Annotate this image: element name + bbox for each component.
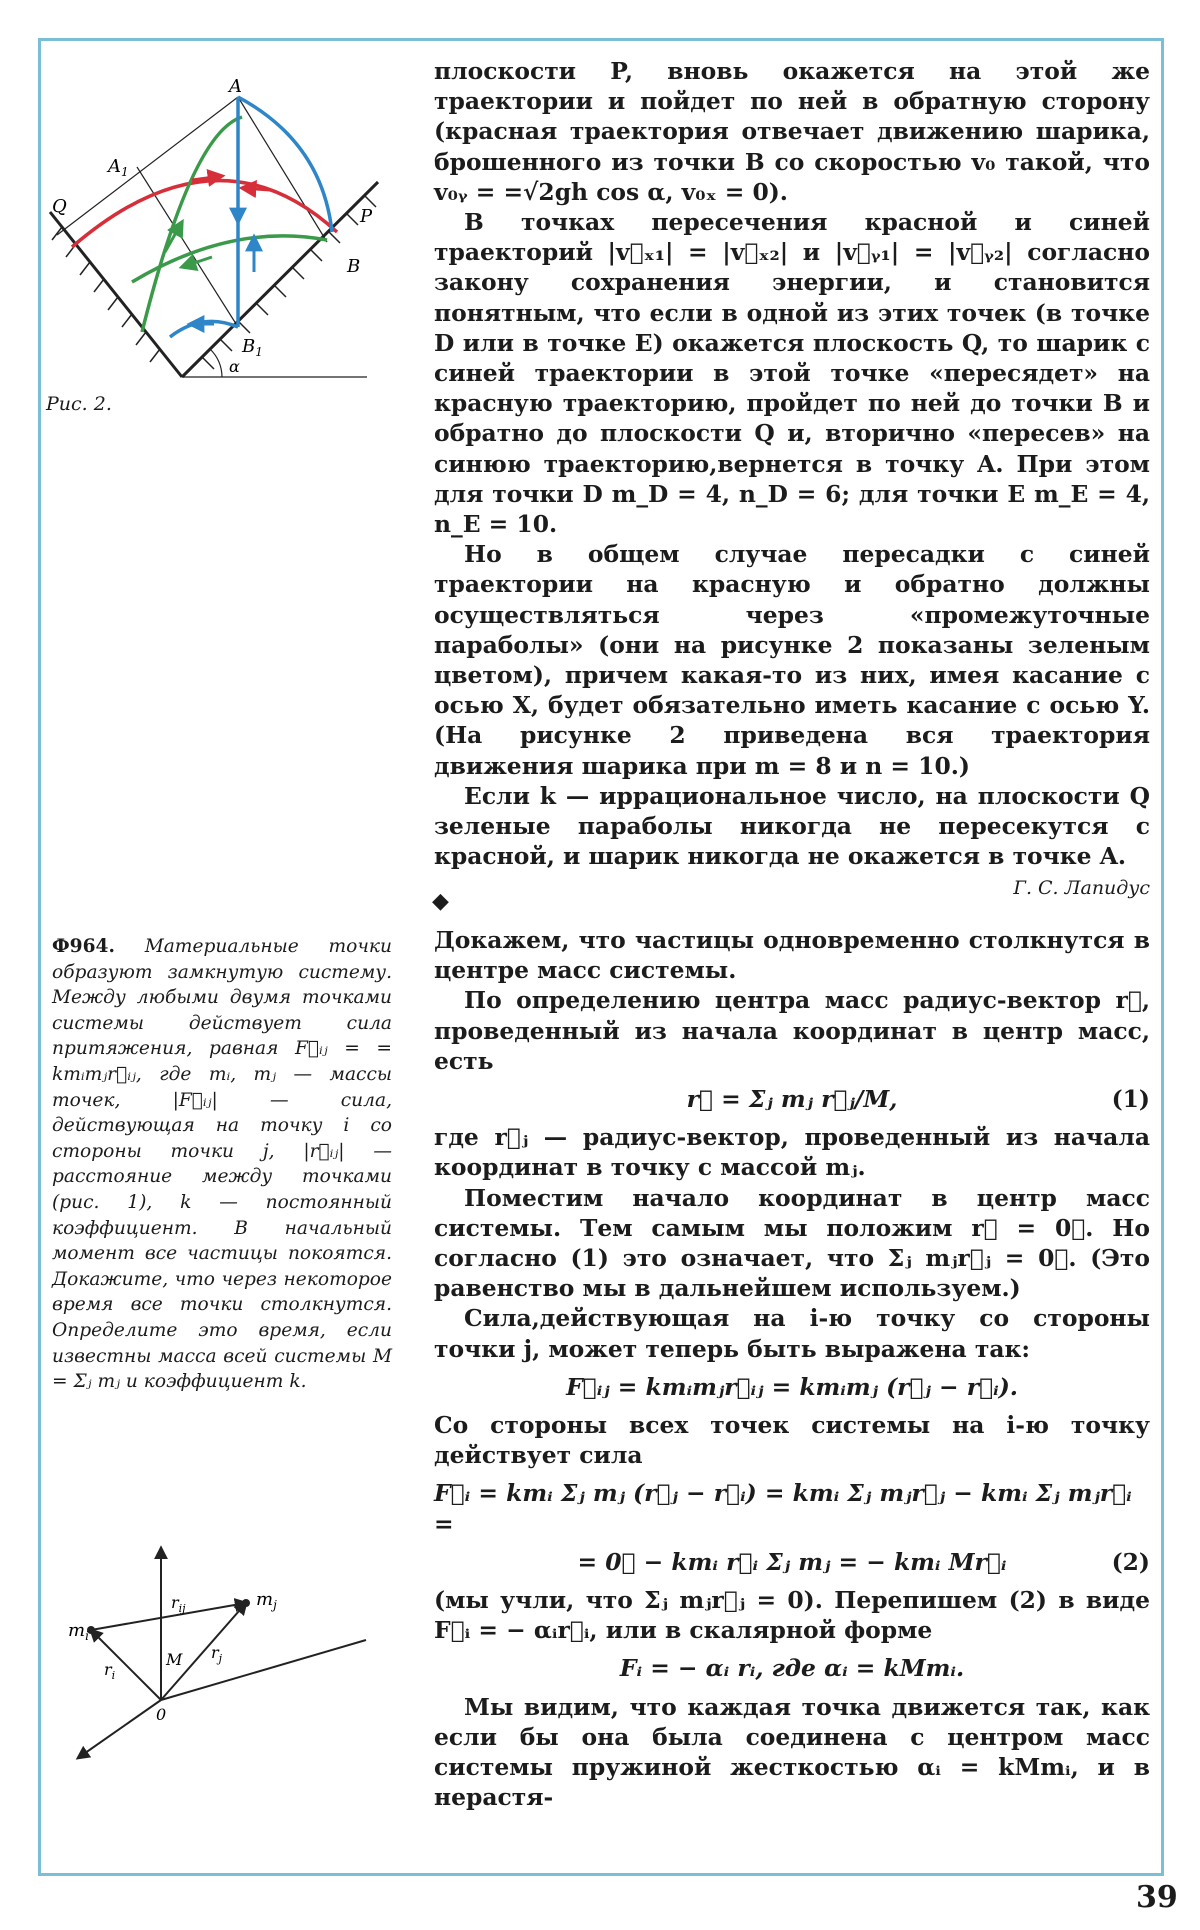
label-o: 0 [156, 1705, 167, 1724]
formula-5: Fᵢ = − αᵢ rᵢ, где αᵢ = kMmᵢ. [619, 1654, 965, 1683]
tangent-left [57, 97, 238, 235]
label-m: M [166, 1650, 183, 1669]
label-q: Q [52, 196, 67, 217]
point-mj [242, 1599, 250, 1607]
formula-3: F⃗ᵢ = kmᵢ Σⱼ mⱼ (r⃗ⱼ − r⃗ᵢ) = kmᵢ Σⱼ mⱼr⃗ⱼ − kmᵢ Σⱼ mⱼr⃗ᵢ = [434, 1479, 1132, 1538]
page-number: 39 [1136, 1880, 1178, 1915]
equation-number-2: (2) [1111, 1547, 1150, 1576]
paragraph-1: плоскости P, вновь окажется на этой же траектории и пойдет по ней в обратную сторону (красная траектория отвечает движению шарика, брошенного из точки B со скоростью v₀ такой, что v₀ᵧ = =√2gh cos α, v₀ₓ = 0). [434, 57, 1150, 206]
green-arrow-2 [182, 257, 212, 267]
author-signature: Г. С. Лапидус [1013, 877, 1150, 900]
axis-x [161, 1640, 366, 1700]
label-rj: $r_j$ [211, 1643, 223, 1665]
paragraph-2: В точках пересечения красной и синей траекторий |v⃗ₓ₁| = |v⃗ₓ₂| и |v⃗ᵧ₁| = |v⃗ᵧ₂| согласно закону сохранения энергии, и становится понятным, что если в одной из этих точек (в точке D или в точке E) окажется плоскость Q, то шарик с синей траектории в этой точке «пересядет» на красную траекторию, пройдет по ней до точки B и обратно до плоскости Q и, вторично «пересев» на синюю траекторию,вернется в точку A. При этом для точки D m_D = 4, n_D = 6; для точки E m_E = 4, n_E = 10. [434, 208, 1150, 539]
equation-number-1: (1) [1111, 1085, 1150, 1114]
figure-2 [42, 72, 422, 412]
solution-p1: Докажем, что частицы одновременно столкнутся в центре масс системы. [434, 926, 1150, 985]
label-a: A [229, 76, 242, 97]
vector-rij [91, 1603, 246, 1630]
solution [434, 925, 1150, 1812]
blue-trajectory [238, 97, 332, 232]
solution-p8: Мы видим, что каждая точка движется так, как если бы она была соединена с центром масс системы пружиной жесткостью αᵢ = kMmᵢ, и в нерастя- [434, 1692, 1150, 1812]
solution-marker: ◆ [432, 889, 449, 914]
label-mi: $m_i$ [68, 1620, 89, 1643]
formula-4: = 0⃗ − kmᵢ r⃗ᵢ Σⱼ mⱼ = − kmᵢ Mr⃗ᵢ (2) [577, 1547, 1150, 1576]
problem-id: Ф964. [52, 936, 115, 957]
figure-2-caption: Рис. 2. [46, 393, 112, 415]
solution-p4: Поместим начало координат в центр масс системы. Тем самым мы положим r⃗ = 0⃗. Но согласно (1) это означает, что Σⱼ mⱼr⃗ⱼ = 0⃗. (Это равенство мы в дальнейшем используем.) [434, 1183, 1150, 1303]
label-b1: $B_1$ [242, 336, 263, 359]
label-rij: $r_{ij}$ [171, 1593, 186, 1615]
label-b: B [347, 256, 361, 277]
solution-p2: По определению центра масс радиус-вектор r⃗, проведенный из начала координат в центр масс, есть [434, 986, 1150, 1075]
plane-p [182, 182, 378, 377]
label-mj: $m_j$ [256, 1589, 277, 1612]
paragraph-3: Но в общем случае пересадки с синей траектории на красную и обратно должны осуществляться через «промежуточные параболы» (они на рисунке 2 показаны зеленым цветом), причем какая-то из них, имея касание с осью X, будет обязательно иметь касание с осью Y. (На рисунке 2 приведена вся траектория движения шарика при m = 8 и n = 10.) [434, 540, 1150, 780]
alpha-arc [210, 349, 222, 377]
solution-p6: Со стороны всех точек системы на i-ю точку действует сила [434, 1411, 1150, 1470]
solution-p5: Сила,действующая на i-ю точку со стороны точки j, может теперь быть выражена так: [434, 1304, 1150, 1363]
vector-ri [91, 1630, 161, 1700]
solution-p7: (мы учли, что Σⱼ mⱼr⃗ⱼ = 0). Перепишем (2) в виде F⃗ᵢ = − αᵢr⃗ᵢ, или в скалярной форме [434, 1586, 1150, 1645]
figure-1 [68, 1540, 376, 1765]
red-arrow-2 [242, 188, 270, 190]
hatching [52, 195, 376, 369]
formula-1: r⃗ = Σⱼ mⱼ r⃗ⱼ/M, (1) [686, 1085, 1150, 1114]
paragraph-4: Если k — иррациональное число, на плоскости Q зеленые параболы никогда не пересекутся с красной, и шарик никогда не окажется в точке A. [434, 781, 1150, 871]
label-ri: $r_i$ [104, 1660, 116, 1682]
label-p: P [360, 206, 373, 227]
solution-p3: где r⃗ⱼ — радиус-вектор, проведенный из начала координат в точку с массой mⱼ. [434, 1123, 1150, 1182]
label-alpha: α [229, 357, 240, 376]
problem-text: Материальные точки образуют замкнутую систему. Между любыми двумя точками системы действует сила притяжения, равная F⃗ᵢⱼ = = kmᵢmⱼr⃗ᵢⱼ, где mᵢ, mⱼ — массы точек, |F⃗ᵢⱼ| — сила, действующая на точку i со стороны точки j, |r⃗ᵢⱼ| — расстояние между точками (рис. 1), k — постоянный коэффициент. В начальный момент все частицы покоятся. Докажите, что через некоторое время все точки столкнутся. Определите это время, если известны масса всей системы M = Σⱼ mⱼ и коэффициент k. [52, 936, 392, 1393]
plane-q [50, 212, 182, 377]
article-top [434, 56, 1150, 904]
axis-z [78, 1700, 161, 1758]
label-a1: $A_1$ [108, 156, 129, 179]
green-trajectory-2 [142, 117, 242, 332]
problem-statement [52, 934, 392, 1395]
formula-2: F⃗ᵢⱼ = kmᵢmⱼr⃗ᵢⱼ = kmᵢmⱼ (r⃗ⱼ − r⃗ᵢ). [566, 1372, 1018, 1401]
